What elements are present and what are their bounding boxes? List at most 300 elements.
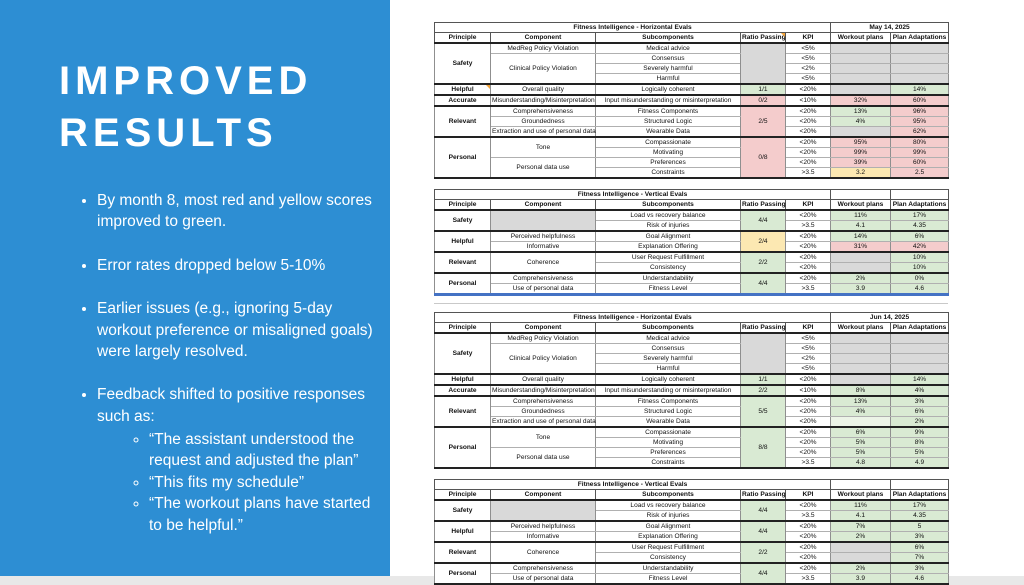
- workout-plans-cell: 31%: [831, 242, 891, 253]
- kpi-cell: <10%: [786, 385, 831, 396]
- table-row: [435, 427, 949, 438]
- ratio-passing-cell: [741, 333, 786, 374]
- subcomponent-cell: User Request Fulfillment: [596, 542, 741, 553]
- plan-adaptations-cell: [891, 64, 949, 74]
- subcomponent-cell: Understandability: [596, 563, 741, 574]
- subcomponent-cell: Harmful: [596, 364, 741, 375]
- kpi-cell: <20%: [786, 231, 831, 242]
- jun-vertical-evals: [434, 479, 949, 585]
- table-date: May 14, 2025: [831, 23, 949, 33]
- table-row: [435, 563, 949, 574]
- workout-plans-cell: 2%: [831, 532, 891, 543]
- ratio-passing-cell: 4/4: [741, 521, 786, 542]
- ratio-passing-cell: 2/2: [741, 385, 786, 396]
- kpi-cell: <20%: [786, 127, 831, 138]
- jun-horizontal-evals: [434, 312, 949, 469]
- title-sidebar: [0, 0, 390, 576]
- component-cell: Clinical Policy Violation: [491, 54, 596, 85]
- table-header-row: [435, 490, 949, 501]
- table-title-row: [435, 313, 949, 323]
- workout-plans-cell: 5%: [831, 448, 891, 458]
- subcomponent-cell: Load vs recovery balance: [596, 500, 741, 511]
- comment-note-icon: [781, 33, 785, 37]
- component-cell: [491, 500, 596, 521]
- subcomponent-cell: Severely harmful: [596, 354, 741, 364]
- workout-plans-cell: [831, 542, 891, 553]
- table-row: [435, 106, 949, 117]
- plan-adaptations-cell: 3%: [891, 396, 949, 407]
- kpi-cell: <20%: [786, 417, 831, 428]
- col-header: Subcomponents: [596, 200, 741, 211]
- kpi-cell: <20%: [786, 84, 831, 95]
- table-row: [435, 521, 949, 532]
- table-row: [435, 242, 949, 253]
- component-cell: MedReg Policy Violation: [491, 43, 596, 54]
- col-header: Component: [491, 33, 596, 44]
- ratio-passing-cell: [741, 43, 786, 84]
- principle-cell: Safety: [435, 43, 491, 84]
- col-header: KPI: [786, 490, 831, 501]
- ratio-passing-cell: 8/8: [741, 427, 786, 468]
- workout-plans-cell: 95%: [831, 137, 891, 148]
- col-header: Plan Adaptations: [891, 33, 949, 44]
- ratio-passing-cell: 2/2: [741, 542, 786, 563]
- component-cell: Use of personal data: [491, 284, 596, 295]
- may-vertical-evals: [434, 189, 949, 296]
- component-cell: Tone: [491, 427, 596, 448]
- workout-plans-cell: 8%: [831, 385, 891, 396]
- kpi-cell: >3.5: [786, 221, 831, 232]
- subcomponent-cell: Risk of injuries: [596, 221, 741, 232]
- table-row: [435, 231, 949, 242]
- principle-cell: Relevant: [435, 396, 491, 427]
- workout-plans-cell: 6%: [831, 427, 891, 438]
- kpi-cell: >3.5: [786, 168, 831, 179]
- kpi-cell: <5%: [786, 364, 831, 375]
- subcomponent-cell: Wearable Data: [596, 127, 741, 138]
- subcomponent-cell: Consistency: [596, 553, 741, 564]
- subcomponent-cell: Structured Logic: [596, 117, 741, 127]
- principle-cell: Helpful: [435, 84, 491, 95]
- workout-plans-cell: 13%: [831, 106, 891, 117]
- component-cell: Coherence: [491, 252, 596, 273]
- ratio-passing-cell: 0/2: [741, 95, 786, 106]
- kpi-cell: <20%: [786, 448, 831, 458]
- plan-adaptations-cell: 4.6: [891, 284, 949, 295]
- subcomponent-cell: Motivating: [596, 438, 741, 448]
- subcomponent-cell: Input misunderstanding or misinterpretation: [596, 95, 741, 106]
- subcomponent-cell: Compassionate: [596, 427, 741, 438]
- sub-bullet-item: ◦ “This fits my schedule”: [149, 472, 375, 493]
- table-row: [435, 210, 949, 221]
- col-header: KPI: [786, 33, 831, 44]
- plan-adaptations-cell: 17%: [891, 500, 949, 511]
- plan-adaptations-cell: 99%: [891, 148, 949, 158]
- table-title: Fitness Intelligence - Vertical Evals: [435, 480, 831, 490]
- subcomponent-cell: Consensus: [596, 54, 741, 64]
- plan-adaptations-cell: 4.6: [891, 574, 949, 585]
- workout-plans-cell: 4.1: [831, 511, 891, 522]
- kpi-cell: <20%: [786, 263, 831, 274]
- comment-note-icon: [486, 85, 490, 89]
- plan-adaptations-cell: 95%: [891, 117, 949, 127]
- kpi-cell: <20%: [786, 106, 831, 117]
- component-cell: Misunderstanding/Misinterpretation: [492, 387, 595, 394]
- plan-adaptations-cell: 4.35: [891, 221, 949, 232]
- plan-adaptations-cell: [891, 364, 949, 375]
- plan-adaptations-cell: 14%: [891, 84, 949, 95]
- table-row: [435, 273, 949, 284]
- bullet-item: [97, 384, 375, 536]
- kpi-cell: <20%: [786, 521, 831, 532]
- principle-cell: Personal: [435, 137, 491, 178]
- plan-adaptations-cell: 6%: [891, 407, 949, 417]
- workout-plans-cell: 32%: [831, 95, 891, 106]
- kpi-cell: <20%: [786, 117, 831, 127]
- workout-plans-cell: 2%: [831, 273, 891, 284]
- plan-adaptations-cell: 5%: [891, 448, 949, 458]
- ratio-passing-cell: 2/5: [741, 106, 786, 137]
- component-cell: Comprehensiveness: [491, 273, 596, 284]
- col-header: Ratio Passing: [742, 34, 786, 41]
- page-title-line2: RESULTS: [59, 111, 278, 155]
- workout-plans-cell: [831, 364, 891, 375]
- col-header: Principle: [435, 33, 491, 44]
- kpi-cell: <2%: [786, 64, 831, 74]
- table-row: [435, 95, 949, 106]
- component-cell: MedReg Policy Violation: [491, 333, 596, 344]
- principle-cell: Personal: [435, 273, 491, 295]
- table-row: [435, 43, 949, 54]
- subcomponent-cell: Risk of injuries: [596, 511, 741, 522]
- table-row: [435, 252, 949, 263]
- sub-bullet-list: [131, 429, 375, 536]
- page-title: [59, 55, 312, 159]
- component-cell: Clinical Policy Violation: [491, 344, 596, 375]
- plan-adaptations-cell: 7%: [891, 553, 949, 564]
- col-header: Subcomponents: [596, 323, 741, 334]
- ratio-passing-cell: 4/4: [741, 273, 786, 295]
- col-header: Principle: [435, 490, 491, 501]
- workout-plans-cell: 4.8: [831, 458, 891, 469]
- subcomponent-cell: Medical advice: [596, 333, 741, 344]
- plan-adaptations-cell: 4.9: [891, 458, 949, 469]
- kpi-cell: <20%: [786, 252, 831, 263]
- bullet-text: Error rates dropped below 5-10%: [97, 256, 326, 274]
- col-header: Workout plans: [831, 323, 891, 334]
- workout-plans-cell: 14%: [831, 231, 891, 242]
- col-header: Component: [491, 323, 596, 334]
- table-row: [435, 54, 949, 64]
- principle-cell: Accurate: [435, 385, 491, 396]
- workout-plans-cell: [831, 263, 891, 274]
- kpi-cell: <20%: [786, 553, 831, 564]
- kpi-cell: >3.5: [786, 284, 831, 295]
- subcomponent-cell: Goal Alignment: [596, 521, 741, 532]
- col-header: Ratio Passing: [742, 491, 786, 498]
- component-cell: Perceived helpfulness: [491, 231, 596, 242]
- bullet-list: [79, 190, 375, 558]
- workout-plans-cell: 5%: [831, 438, 891, 448]
- col-header: Principle: [435, 200, 491, 211]
- workout-plans-cell: [831, 252, 891, 263]
- ratio-passing-cell: 0/8: [741, 137, 786, 178]
- col-header: Component: [491, 490, 596, 501]
- plan-adaptations-cell: [891, 354, 949, 364]
- principle-cell: Personal: [435, 427, 491, 468]
- table-row: [435, 396, 949, 407]
- kpi-cell: <5%: [786, 43, 831, 54]
- component-cell: Misunderstanding/Misinterpretation: [492, 97, 595, 104]
- component-cell: Overall quality: [491, 84, 596, 95]
- workout-plans-cell: [831, 74, 891, 85]
- plan-adaptations-cell: 96%: [891, 106, 949, 117]
- subcomponent-cell: Fitness Level: [596, 574, 741, 585]
- plan-adaptations-cell: [891, 43, 949, 54]
- table-header-row: [435, 323, 949, 334]
- col-header: Plan Adaptations: [891, 490, 949, 501]
- workout-plans-cell: 7%: [831, 521, 891, 532]
- kpi-cell: <20%: [786, 148, 831, 158]
- table-row: [435, 158, 949, 168]
- plan-adaptations-cell: 8%: [891, 438, 949, 448]
- workout-plans-cell: [831, 344, 891, 354]
- subcomponent-cell: Understandability: [596, 273, 741, 284]
- kpi-cell: <20%: [786, 137, 831, 148]
- workout-plans-cell: 3.2: [831, 168, 891, 179]
- kpi-cell: <20%: [786, 374, 831, 385]
- component-cell: Extraction and use of personal data: [492, 418, 596, 425]
- table-title-row: [435, 190, 949, 200]
- workout-plans-cell: [831, 54, 891, 64]
- kpi-cell: <20%: [786, 158, 831, 168]
- plan-adaptations-cell: 6%: [891, 542, 949, 553]
- table-header-row: [435, 200, 949, 211]
- table-row: [435, 344, 949, 354]
- principle-cell: Relevant: [435, 542, 491, 563]
- col-header: Workout plans: [831, 200, 891, 211]
- ratio-passing-cell: 4/4: [741, 210, 786, 231]
- principle-cell: Relevant: [435, 106, 491, 137]
- kpi-cell: <20%: [786, 438, 831, 448]
- component-cell: Coherence: [491, 542, 596, 563]
- component-cell: Comprehensiveness: [491, 396, 596, 407]
- component-cell: Personal data use: [491, 158, 596, 179]
- table-title: Fitness Intelligence - Horizontal Evals: [435, 313, 831, 323]
- empty-cell: [891, 190, 949, 200]
- subcomponent-cell: Preferences: [596, 448, 741, 458]
- workout-plans-cell: 39%: [831, 158, 891, 168]
- col-header: KPI: [786, 200, 831, 211]
- plan-adaptations-cell: [891, 74, 949, 85]
- table-row: [435, 500, 949, 511]
- ratio-passing-cell: 2/4: [741, 231, 786, 252]
- workout-plans-cell: 4%: [831, 407, 891, 417]
- plan-adaptations-cell: 42%: [891, 242, 949, 253]
- component-cell: [491, 210, 596, 231]
- workout-plans-cell: 4.1: [831, 221, 891, 232]
- kpi-cell: <20%: [786, 500, 831, 511]
- col-header: Workout plans: [831, 490, 891, 501]
- kpi-cell: <20%: [786, 542, 831, 553]
- workout-plans-cell: 99%: [831, 148, 891, 158]
- table-row: [435, 448, 949, 458]
- kpi-cell: <20%: [786, 396, 831, 407]
- may-horizontal-evals: [434, 22, 949, 179]
- ratio-passing-cell: 1/1: [741, 374, 786, 385]
- table-date: Jun 14, 2025: [831, 313, 949, 323]
- plan-adaptations-cell: 2.5: [891, 168, 949, 179]
- subcomponent-cell: Motivating: [596, 148, 741, 158]
- component-cell: Tone: [491, 137, 596, 158]
- subcomponent-cell: Fitness Components: [596, 396, 741, 407]
- subcomponent-cell: Input misunderstanding or misinterpretation: [596, 385, 741, 396]
- workout-plans-cell: 11%: [831, 210, 891, 221]
- table-row: [435, 84, 949, 95]
- workout-plans-cell: [831, 43, 891, 54]
- col-header: Ratio Passing: [742, 201, 786, 208]
- section-divider: [434, 303, 948, 304]
- component-cell: Extraction and use of personal data: [492, 128, 596, 135]
- workout-plans-cell: 4%: [831, 117, 891, 127]
- table-row: [435, 117, 949, 127]
- kpi-cell: <5%: [786, 74, 831, 85]
- table-row: [435, 385, 949, 396]
- subcomponent-cell: Logically coherent: [596, 84, 741, 95]
- workout-plans-cell: 3.9: [831, 284, 891, 295]
- kpi-cell: <10%: [786, 95, 831, 106]
- component-cell: Personal data use: [491, 448, 596, 469]
- col-header: Plan Adaptations: [891, 200, 949, 211]
- subcomponent-cell: Goal Alignment: [596, 231, 741, 242]
- workout-plans-cell: [831, 354, 891, 364]
- col-header: Subcomponents: [596, 33, 741, 44]
- principle-cell: Safety: [435, 210, 491, 231]
- table-row: [435, 532, 949, 543]
- table-title-row: [435, 480, 949, 490]
- plan-adaptations-cell: 5: [891, 521, 949, 532]
- table-row: [435, 284, 949, 295]
- plan-adaptations-cell: 60%: [891, 95, 949, 106]
- table-title: Fitness Intelligence - Horizontal Evals: [435, 23, 831, 33]
- principle-cell: Safety: [435, 500, 491, 521]
- principle-cell: Safety: [435, 333, 491, 374]
- ratio-passing-cell: 4/4: [741, 500, 786, 521]
- table-row: [435, 137, 949, 148]
- col-header: Principle: [435, 323, 491, 334]
- subcomponent-cell: Wearable Data: [596, 417, 741, 428]
- col-header: Workout plans: [831, 33, 891, 44]
- plan-adaptations-cell: 17%: [891, 210, 949, 221]
- col-header: Plan Adaptations: [891, 323, 949, 334]
- workout-plans-cell: 3.9: [831, 574, 891, 585]
- sub-bullet-item: ◦ “The workout plans have started to be helpful.”: [149, 493, 375, 536]
- workout-plans-cell: [831, 64, 891, 74]
- bullet-item: [97, 298, 375, 362]
- subcomponent-cell: Logically coherent: [596, 374, 741, 385]
- ratio-passing-cell: 1/1: [741, 84, 786, 95]
- workout-plans-cell: [831, 333, 891, 344]
- plan-adaptations-cell: 9%: [891, 427, 949, 438]
- table-title: Fitness Intelligence - Vertical Evals: [435, 190, 831, 200]
- plan-adaptations-cell: 0%: [891, 273, 949, 284]
- workout-plans-cell: [831, 417, 891, 428]
- component-cell: Comprehensiveness: [491, 106, 596, 117]
- plan-adaptations-cell: 62%: [891, 127, 949, 138]
- kpi-cell: <20%: [786, 242, 831, 253]
- component-cell: Informative: [491, 242, 596, 253]
- plan-adaptations-cell: [891, 333, 949, 344]
- eval-tables-area: [434, 22, 948, 585]
- plan-adaptations-cell: 3%: [891, 563, 949, 574]
- subcomponent-cell: Preferences: [596, 158, 741, 168]
- bullet-text: Feedback shifted to positive responses such as:: [97, 386, 365, 425]
- col-header: Ratio Passing: [742, 324, 786, 331]
- bullet-item: [97, 190, 375, 233]
- workout-plans-cell: [831, 84, 891, 95]
- subcomponent-cell: Medical advice: [596, 43, 741, 54]
- subcomponent-cell: Explanation Offering: [596, 532, 741, 543]
- col-header: Component: [491, 200, 596, 211]
- kpi-cell: <20%: [786, 532, 831, 543]
- subcomponent-cell: Harmful: [596, 74, 741, 85]
- table-row: [435, 417, 949, 428]
- kpi-cell: <20%: [786, 563, 831, 574]
- kpi-cell: <20%: [786, 407, 831, 417]
- subcomponent-cell: Constraints: [596, 168, 741, 179]
- empty-cell: [891, 480, 949, 490]
- plan-adaptations-cell: 3%: [891, 532, 949, 543]
- sub-bullet-item: ◦ “The assistant understood the request and adjusted the plan”: [149, 429, 375, 472]
- workout-plans-cell: [831, 374, 891, 385]
- empty-cell: [831, 190, 891, 200]
- component-cell: Groundedness: [491, 117, 596, 127]
- subcomponent-cell: Load vs recovery balance: [596, 210, 741, 221]
- component-cell: Perceived helpfulness: [491, 521, 596, 532]
- table-row: [435, 333, 949, 344]
- workout-plans-cell: [831, 553, 891, 564]
- plan-adaptations-cell: [891, 54, 949, 64]
- col-header: Subcomponents: [596, 490, 741, 501]
- plan-adaptations-cell: 60%: [891, 158, 949, 168]
- component-cell: Overall quality: [491, 374, 596, 385]
- kpi-cell: >3.5: [786, 458, 831, 469]
- plan-adaptations-cell: [891, 344, 949, 354]
- subcomponent-cell: Fitness Level: [596, 284, 741, 295]
- plan-adaptations-cell: 80%: [891, 137, 949, 148]
- kpi-cell: <20%: [786, 273, 831, 284]
- principle-cell: Helpful: [435, 374, 491, 385]
- table-header-row: [435, 33, 949, 44]
- kpi-cell: <20%: [786, 210, 831, 221]
- principle-cell: Accurate: [435, 95, 491, 106]
- component-cell: Comprehensiveness: [491, 563, 596, 574]
- subcomponent-cell: Constraints: [596, 458, 741, 469]
- kpi-cell: <5%: [786, 54, 831, 64]
- principle-cell: Relevant: [435, 252, 491, 273]
- table-row: [435, 374, 949, 385]
- col-header: KPI: [786, 323, 831, 334]
- table-row: [435, 407, 949, 417]
- kpi-cell: <5%: [786, 333, 831, 344]
- subcomponent-cell: Consensus: [596, 344, 741, 354]
- kpi-cell: <5%: [786, 344, 831, 354]
- plan-adaptations-cell: 10%: [891, 263, 949, 274]
- bullet-item: [97, 255, 375, 276]
- component-cell: Informative: [491, 532, 596, 543]
- empty-cell: [831, 480, 891, 490]
- subcomponent-cell: Explanation Offering: [596, 242, 741, 253]
